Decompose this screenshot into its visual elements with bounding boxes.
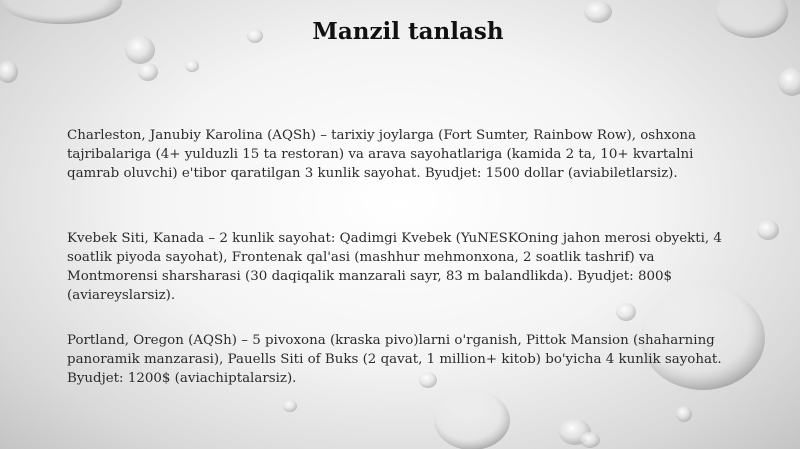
- water-drop: [757, 220, 779, 240]
- destination-paragraph-quebec: Kvebek Siti, Kanada – 2 kunlik sayohat: Qadimgi Kvebek (YuNESKOning jahon merosi obyekti, 4 soatlik piyoda sayohat), Frontenak qal'asi (mashhur mehmonxona, 2 soatlik tashrif) va Montmorensi sharsharasi (30 daqiqalik manzarali sayr, 83 m balandlikda). Byudjet: 800$ (aviareyslarsiz).: [67, 231, 722, 303]
- water-drop: [616, 303, 636, 321]
- destination-paragraph-charleston: Charleston, Janubiy Karolina (AQSh) – tarixiy joylarga (Fort Sumter, Rainbow Row), oshxona tajribalariga (4+ yulduzli 15 ta restoran) va arava sayohatlariga (kamida 2 ta, 10+ kvartalni qamrab oluvchi) e'tibor qaratilgan 3 kunlik sayohat. Byudjet: 1500 dollar (aviabiletlarsiz).: [67, 128, 697, 181]
- slide-title: Manzil tanlash: [312, 18, 504, 45]
- water-drop: [434, 390, 510, 449]
- water-drop: [283, 400, 297, 412]
- water-drop: [676, 406, 692, 422]
- water-drop: [580, 432, 600, 448]
- water-drop: [0, 61, 18, 83]
- water-drop: [778, 68, 800, 96]
- water-drop: [185, 60, 199, 72]
- water-drop: [138, 63, 158, 81]
- destination-paragraph-portland: Portland, Oregon (AQSh) – 5 pivoxona (kraska pivo)larni o'rganish, Pittok Mansion (shaharning panoramik manzarasi), Pauells Siti of Buks (2 qavat, 1 million+ kitob) bo'yicha 4 kunlik sayohat. Byudjet: 1200$ (aviachiptalarsiz).: [67, 333, 722, 386]
